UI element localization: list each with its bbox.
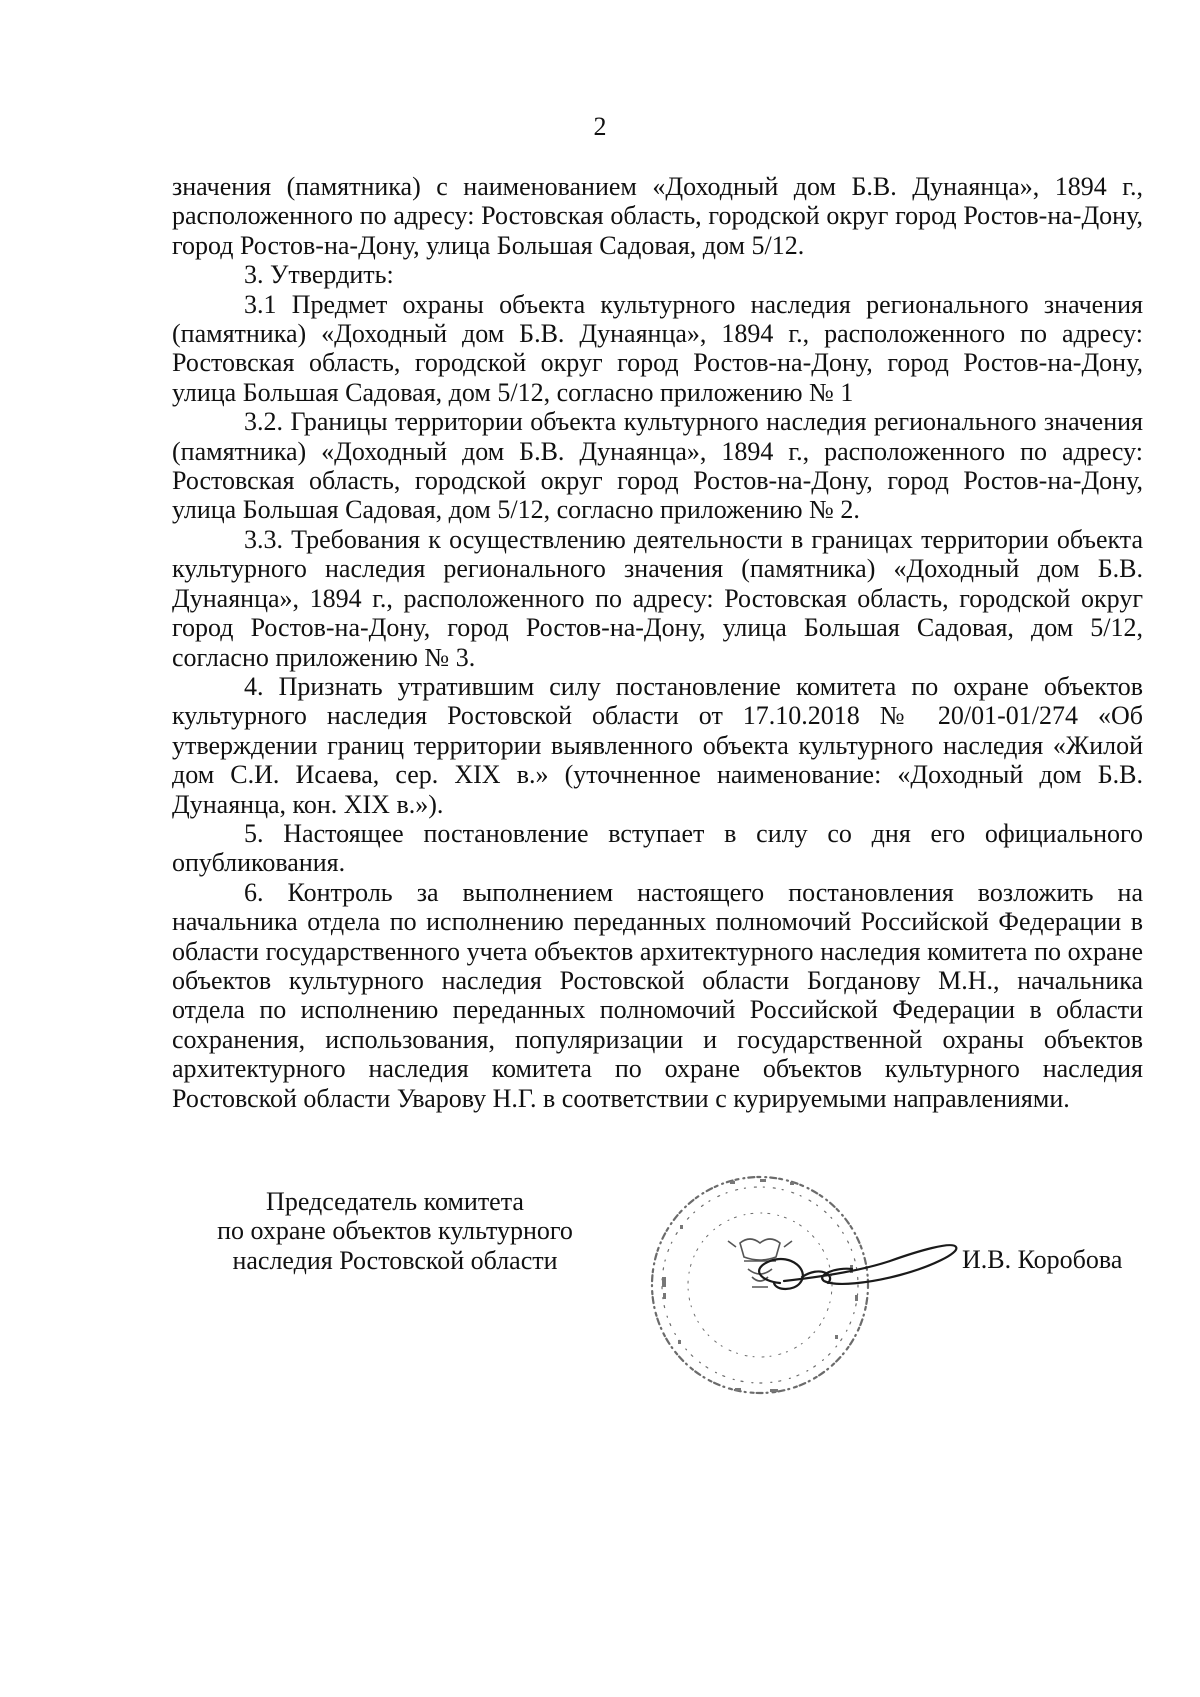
document-body xyxy=(172,172,1143,1113)
signer-position-line: Председатель комитета xyxy=(266,1187,524,1216)
signature-block xyxy=(0,1187,1200,1407)
paragraph: 6. Контроль за выполнением настоящего постановления возложить на начальника отдела по исполнению переданных полномочий Российской Федерации в области государственного учета объектов архитектурного наследия комитета по охране объектов культурного наследия Ростовской области Богданову М.Н., начальника отдела по исполнению переданных полномочий Российской Федерации в области сохранения, использования, популяризации и государственной охраны объектов архитектурного наследия комитета по охране объектов культурного наследия Ростовской области Уварову Н.Г. в соответствии с курируемыми направлениями. xyxy=(172,877,1143,1113)
signer-name: И.В. Коробова xyxy=(962,1245,1123,1274)
paragraph: 4. Признать утратившим силу постановление комитета по охране объектов культурного наследия Ростовской области от 17.10.2018 № 20/01-01/274 «Об утверждении границ территории выявленного объекта культурного наследия «Жилой дом С.И. Исаева, сер. XIX в.» (уточненное наименование: «Доходный дом Б.В. Дунаянца, кон. XIX в.»). xyxy=(172,671,1143,819)
paragraph: 3. Утвердить: xyxy=(244,260,394,290)
paragraph: 3.1 Предмет охраны объекта культурного наследия регионального значения (памятника) «Доходный дом Б.В. Дунаянца», 1894 г., расположенного по адресу: Ростовская область, городской округ город Ростов-на-Дону, город Ростов-на-Дону, улица Большая Садовая, дом 5/12, согласно приложению № 1 xyxy=(172,289,1143,407)
paragraph: 3.2. Границы территории объекта культурного наследия регионального значения (памятника) «Доходный дом Б.В. Дунаянца», 1894 г., расположенного по адресу: Ростовская область, городской округ город Ростов-на-Дону, город Ростов-на-Дону, улица Большая Садовая, дом 5/12, согласно приложению № 2. xyxy=(172,407,1143,525)
paragraph: 5. Настоящее постановление вступает в силу со дня его официального опубликования. xyxy=(172,818,1143,878)
page-number: 2 xyxy=(593,112,607,141)
signer-position-line: наследия Ростовской области xyxy=(232,1245,558,1275)
signer-position-line: по охране объектов культурного xyxy=(217,1216,573,1246)
paragraph: значения (памятника) с наименованием «Доходный дом Б.В. Дунаянца», 1894 г., расположенного по адресу: Ростовская область, городской округ город Ростов-на-Дону, город Ростов-на-Дону, улица Большая Садовая, дом 5/12. xyxy=(172,172,1143,260)
signer-position xyxy=(195,1187,595,1275)
paragraph: 3.3. Требования к осуществлению деятельности в границах территории объекта культурного наследия регионального значения (памятника) «Доходный дом Б.В. Дунаянца», 1894 г., расположенного по адресу: Ростовская область, городской округ город Ростов-на-Дону, город Ростов-на-Дону, улица Большая Садовая, дом 5/12, согласно приложению № 3. xyxy=(172,524,1143,672)
handwritten-signature xyxy=(740,1231,960,1311)
